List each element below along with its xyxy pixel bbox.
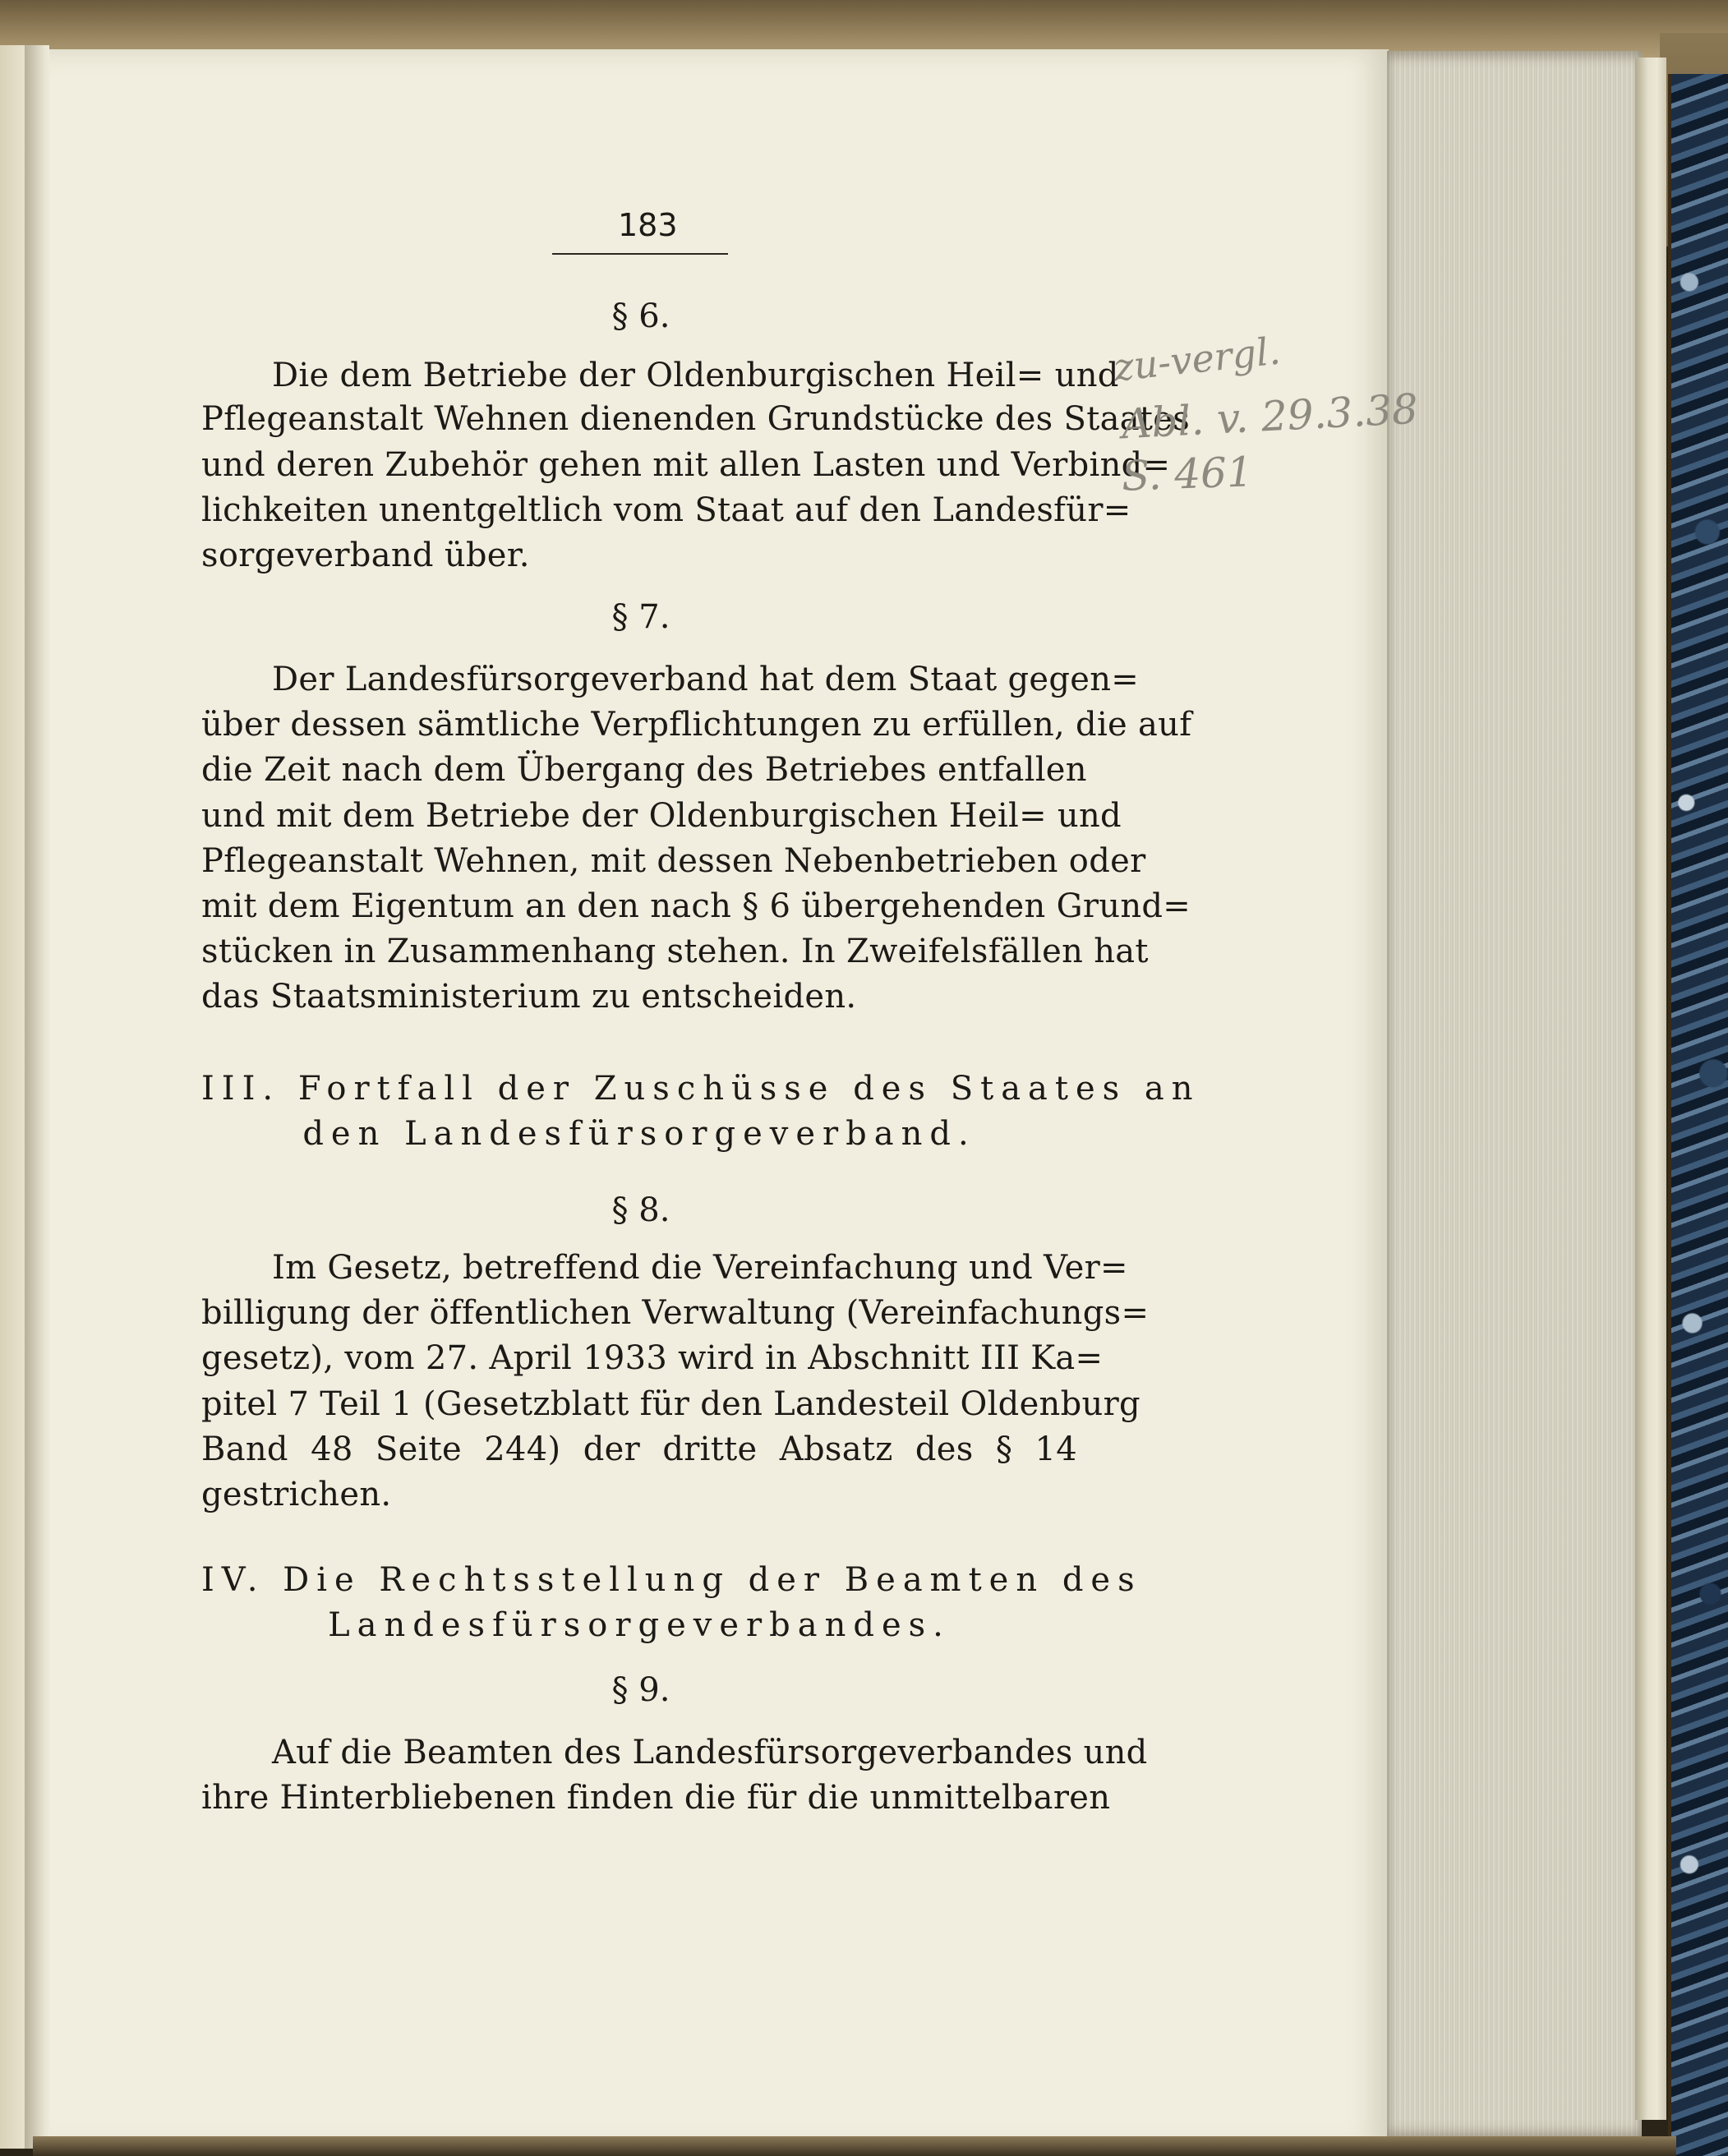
s7-line-8: das Staatsministerium zu entscheiden.: [201, 978, 857, 1016]
page-number: 183: [618, 207, 678, 243]
section-7-heading: § 7.: [611, 598, 670, 636]
part-3-title-line-1: III. Fortfall der Zuschüsse des Staates an: [201, 1070, 1200, 1108]
s9-line-1: Auf die Beamten des Landesfürsorgeverbandes und: [272, 1734, 1148, 1771]
page-gutter: [25, 45, 49, 2149]
margin-note-line-2: Abl. v. 29.3.38: [1120, 385, 1420, 449]
header-rule: [552, 253, 728, 255]
s6-line-1: Die dem Betriebe der Oldenburgischen Heil= und: [272, 357, 1119, 394]
section-8-heading: § 8.: [611, 1191, 670, 1229]
s8-line-2: billigung der öffentlichen Verwaltung (Vereinfachungs=: [201, 1294, 1150, 1332]
s7-line-3: die Zeit nach dem Übergang des Betriebes entfallen: [201, 751, 1087, 789]
s8-line-5: Band 48 Seite 244) der dritte Absatz des § 14: [201, 1430, 1077, 1468]
book-bottom-edge: [33, 2136, 1676, 2156]
s8-line-3: gesetz), vom 27. April 1933 wird in Abschnitt III Ka=: [201, 1339, 1104, 1377]
s7-line-4: und mit dem Betriebe der Oldenburgischen Heil= und: [201, 797, 1122, 835]
s6-line-2: Pflegeanstalt Wehnen dienenden Grundstücke des Staates: [201, 400, 1191, 438]
s6-line-3: und deren Zubehör gehen mit allen Lasten und Verbind=: [201, 446, 1171, 484]
page-block-edges: [1387, 51, 1642, 2138]
part-4-title-line-2: Landesfürsorgeverbandes.: [328, 1606, 951, 1644]
s7-line-2: über dessen sämtliche Verpflichtungen zu erfüllen, die auf: [201, 706, 1192, 744]
s8-line-1: Im Gesetz, betreffend die Vereinfachung und Ver=: [272, 1249, 1128, 1287]
s9-line-2: ihre Hinterbliebenen finden die für die unmittelbaren: [201, 1779, 1111, 1817]
s7-line-1: Der Landesfürsorgeverband hat dem Staat gegen=: [272, 661, 1140, 698]
section-9-heading: § 9.: [611, 1671, 670, 1709]
margin-note-line-3: S. 461: [1121, 448, 1254, 500]
part-4-title-line-1: IV. Die Rechtsstellung der Beamten des: [201, 1561, 1142, 1599]
margin-note-line-1: zu-vergl.: [1111, 328, 1283, 390]
s8-line-6: gestrichen.: [201, 1476, 392, 1513]
part-3-title-line-2: den Landesfürsorgeverband.: [302, 1115, 976, 1153]
marbled-cover-edge: [1668, 74, 1728, 2156]
s7-line-6: mit dem Eigentum an den nach § 6 übergehenden Grund=: [201, 887, 1191, 925]
s8-line-4: pitel 7 Teil 1 (Gesetzblatt für den Landesteil Oldenburg: [201, 1385, 1140, 1423]
s6-line-5: sorgeverband über.: [201, 537, 530, 574]
s7-line-5: Pflegeanstalt Wehnen, mit dessen Nebenbetrieben oder: [201, 842, 1146, 880]
s7-line-7: stücken in Zusammenhang stehen. In Zweifelsfällen hat: [201, 933, 1149, 970]
page-edge-strip: [1635, 58, 1666, 2120]
s6-line-4: lichkeiten unentgeltlich vom Staat auf den Landesfür=: [201, 491, 1131, 529]
section-6-heading: § 6.: [611, 297, 670, 335]
